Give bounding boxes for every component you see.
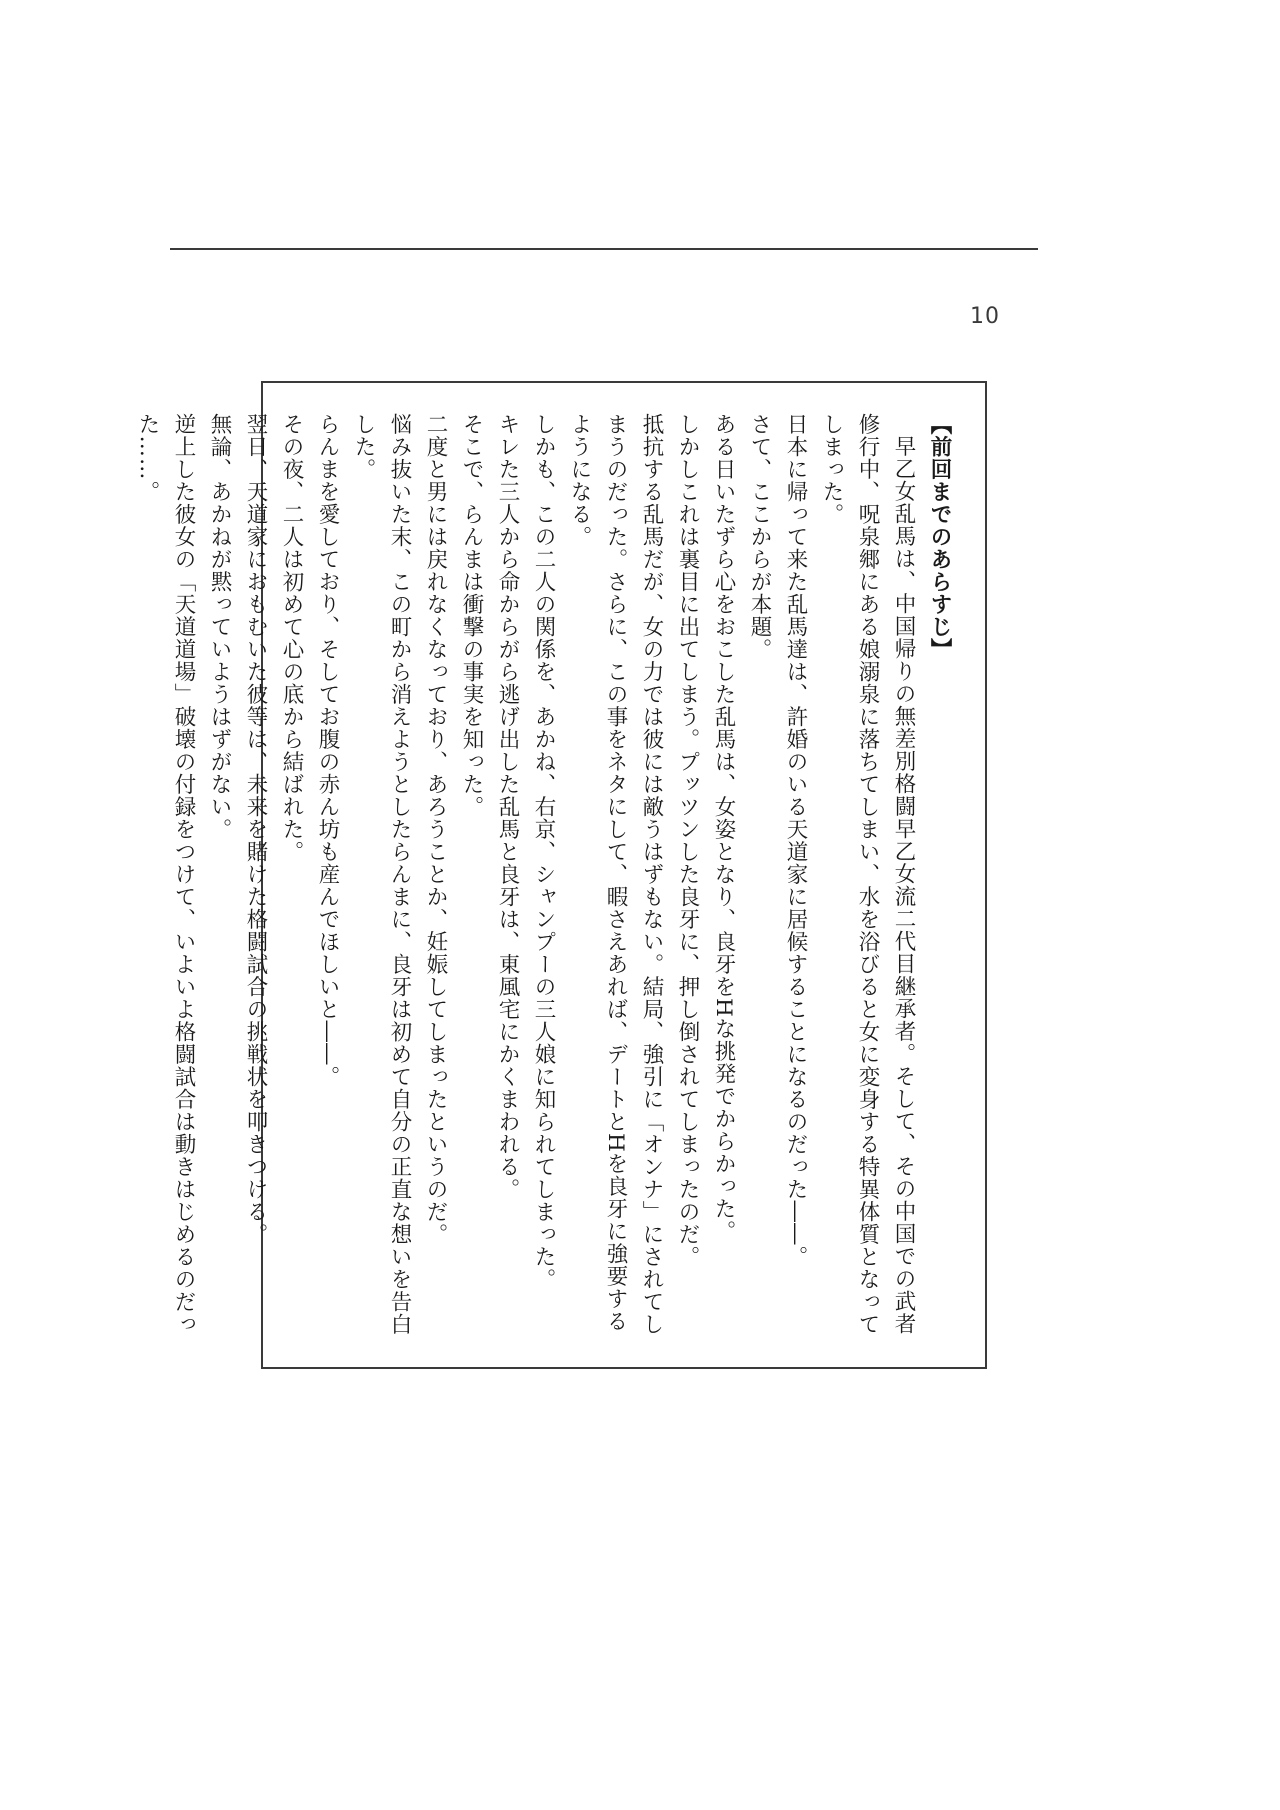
synopsis-paragraph: 日本に帰って来た乱馬達は、許婚のいる天道家に居候することになるのだった――。 (783, 413, 808, 1268)
synopsis-paragraph: ある日いたずら心をおこした乱馬は、女姿となり、良牙をHな挑発でからかった。 (711, 413, 736, 1243)
synopsis-paragraph: その夜、二人は初めて心の底から結ばれた。 (279, 413, 304, 863)
synopsis-paragraph: 抵抗する乱馬だが、女の力では彼には敵うはずもない。結局、強引に「オンナ」にされてしまうのだった。さらに、この事をネタにして、暇さえあれば、デートとHを良牙に強要するようになる。 (567, 413, 664, 1336)
synopsis-paragraph: しかしこれは裏目に出てしまう。プッツンした良牙に、押し倒されてしまったのだ。 (675, 413, 700, 1268)
page-number: 10 (970, 304, 1000, 329)
synopsis-paragraph: 翌日、天道家におもむいた彼等は、未来を賭けた格闘試合の挑戦状を叩きつける。 (243, 413, 268, 1246)
synopsis-paragraph: 早乙女乱馬は、中国帰りの無差別格闘早乙女流二代目継承者。そして、その中国での武者修行中、呪泉郷にある娘溺泉に落ちてしまい、水を浴びると女に変身する特異体質となってしまった。 (819, 413, 916, 1336)
synopsis-paragraph: しかも、この二人の関係を、あかね、右京、シャンプーの三人娘に知られてしまった。 (531, 413, 556, 1291)
synopsis-box (135, 381, 987, 1369)
synopsis-paragraph: 無論、あかねが黙っていようはずがない。 (207, 413, 232, 841)
header-rule (170, 248, 1038, 250)
synopsis-heading: 【前回までのあらすじ】 (927, 413, 952, 661)
synopsis-paragraph: そこで、らんまは衝撃の事実を知った。 (459, 413, 484, 818)
synopsis-paragraph: らんまを愛しており、そしてお腹の赤ん坊も産んでほしいと――。 (315, 413, 340, 1088)
synopsis-paragraph: さて、ここからが本題。 (747, 413, 772, 661)
synopsis-paragraph: 二度と男には戻れなくなっており、あろうことか、妊娠してしまったというのだ。 (423, 413, 448, 1246)
synopsis-paragraph: 逆上した彼女の「天道道場」破壊の付録をつけて、いよいよ格闘試合は動きはじめるのだった……。 (135, 413, 196, 1336)
synopsis-text (129, 413, 957, 1341)
synopsis-paragraph: 悩み抜いた末、この町から消えようとしたらんまに、良牙は初めて自分の正直な想いを告白した。 (351, 413, 412, 1336)
synopsis-paragraph: キレた三人から命からがら逃げ出した乱馬と良牙は、東風宅にかくまわれる。 (495, 413, 520, 1201)
